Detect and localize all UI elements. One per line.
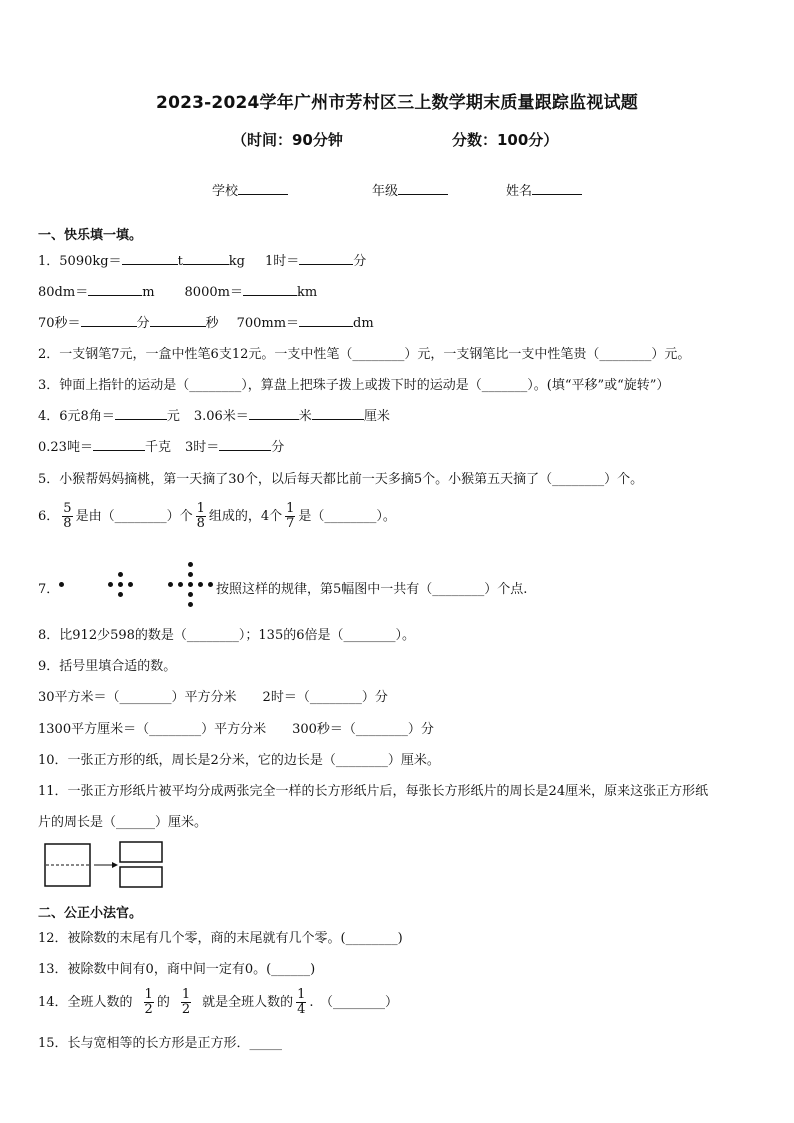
pattern-3-dot [178, 582, 183, 587]
question-4-line-2: 0.23吨＝ 千克 3时＝ 分 [38, 436, 284, 455]
pattern-2-dot [128, 582, 133, 587]
question-12: 12．被除数的末尾有几个零，商的末尾就有几个零。(________) [38, 931, 403, 946]
pattern-3-dot [188, 602, 193, 607]
question-6: 6． $\frac{5}{8}$ 是由（________）个 $\frac{1}{8}$ 组成的，4个 $\frac{1}{7}$ 是（________）。 [38, 501, 396, 531]
square-split-figure [44, 840, 166, 890]
question-1-line-3: 70秒＝ 分 秒 700mm＝ dm [38, 312, 374, 331]
question-2: 2．一支钢笔7元，一盒中性笔6支12元。一支中性笔（________）元，一支钢笔比一支中性笔贵（________）元。 [38, 347, 691, 362]
question-10: 10．一张正方形的纸，周长是2分米，它的边长是（________）厘米。 [38, 753, 440, 768]
question-7-text: 按照这样的规律，第5幅图中一共有（________）个点. [216, 582, 528, 597]
question-13: 13．被除数中间有0，商中间一定有0。(______) [38, 962, 316, 977]
question-9-stem: 9．括号里填合适的数。 [38, 659, 177, 674]
fraction-1-8: $\frac{1}{8}$ [196, 501, 205, 531]
fraction-1-2: $\frac{1}{2}$ [144, 987, 153, 1017]
question-14: 14．全班人数的 $\frac{1}{2}$ 的 $\frac{1}{2}$ 就是全班人数的 $\frac{1}{4}$ . （________） [38, 987, 399, 1017]
name-field: 姓名 [506, 180, 582, 199]
pattern-3-dot [188, 562, 193, 567]
school-field: 学校 [212, 180, 288, 199]
exam-score: 分数：100分） [452, 131, 559, 149]
fraction-1-7: $\frac{1}{7}$ [286, 501, 295, 531]
exam-time: （时间：90分钟 [232, 131, 343, 149]
question-9-line-2: 1300平方厘米＝（________）平方分米 300秒＝（________）分 [38, 722, 434, 737]
question-1-line-1: 1．5090kg＝ t kg 1时＝ 分 [38, 250, 366, 269]
page-title: 2023-2024学年广州市芳村区三上数学期末质量跟踪监视试题 [156, 93, 638, 113]
question-7-label: 7． [38, 582, 60, 597]
question-3: 3．钟面上指针的运动是（________），算盘上把珠子拨上或拨下时的运动是（_______）。(填“平移”或“旋转”） [38, 378, 670, 393]
question-8: 8．比912少598的数是（________）；135的6倍是（________）。 [38, 628, 415, 643]
pattern-1-dot [59, 582, 64, 587]
pattern-2-dot [118, 592, 123, 597]
pattern-3-dot [188, 592, 193, 597]
question-4-line-1: 4．6元8角＝ 元 3.06米＝ 米 厘米 [38, 405, 390, 424]
grade-field: 年级 [372, 180, 448, 199]
question-15: 15．长与宽相等的长方形是正方形．_____ [38, 1036, 283, 1051]
pattern-3-dot [188, 582, 193, 587]
pattern-3-dot [188, 572, 193, 577]
pattern-2-dot [118, 572, 123, 577]
pattern-3-dot [198, 582, 203, 587]
pattern-2-dot [108, 582, 113, 587]
section-1-heading: 一、快乐填一填。 [38, 228, 143, 243]
question-11-line-1: 11．一张正方形纸片被平均分成两张完全一样的长方形纸片后，每张长方形纸片的周长是24厘米，原来这张正方形纸 [38, 784, 709, 799]
section-2-heading: 二、公正小法官。 [38, 906, 143, 921]
fraction-1-4: $\frac{1}{4}$ [297, 987, 306, 1017]
question-1-line-2: 80dm＝ m 8000m＝ km [38, 281, 317, 300]
question-5: 5．小猴帮妈妈摘桃，第一天摘了30个，以后每天都比前一天多摘5个。小猴第五天摘了（________）个。 [38, 472, 644, 487]
rectangle-bottom [120, 867, 162, 887]
pattern-2-dot [118, 582, 123, 587]
fraction-1-2: $\frac{1}{2}$ [181, 987, 191, 1017]
pattern-3-dot [168, 582, 173, 587]
question-11-line-2: 片的周长是（______）厘米。 [38, 815, 208, 830]
rectangle-top [120, 842, 162, 862]
fraction-5-8: $\frac{5}{8}$ [63, 501, 72, 531]
arrow-head [112, 862, 118, 868]
pattern-3-dot [208, 582, 213, 587]
question-9-line-1: 30平方米＝（________）平方分米 2时＝（________）分 [38, 690, 388, 705]
